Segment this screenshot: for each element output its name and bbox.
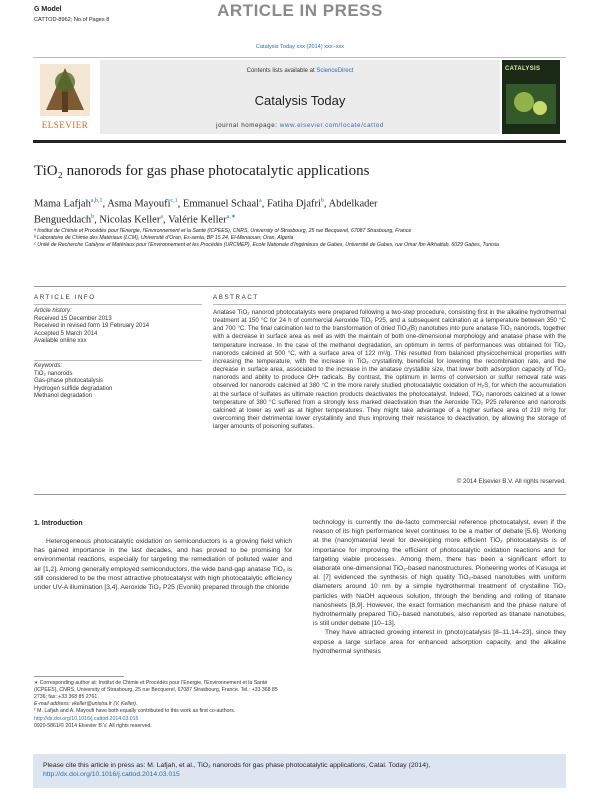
online-date: Available online xxx xyxy=(34,338,87,345)
keywords xyxy=(34,363,202,401)
author-name[interactable]: Asma Mayoufi xyxy=(107,198,171,210)
header-bar xyxy=(0,0,600,26)
author-affiliation-marker[interactable]: b xyxy=(91,213,95,220)
author-affiliation-marker[interactable]: a,∗ xyxy=(226,213,236,220)
equal-contribution-note: ¹ M. Lafjah and A. Mayoufi have both equally contributed to this work as first co-authors. xyxy=(34,708,236,714)
article-history xyxy=(34,308,202,346)
accepted-date: Accepted 5 March 2014 xyxy=(34,330,98,337)
abstract-text: Anatase TiO₂ nanorod photocatalysts were prepared following a two-step procedure, consisting first in the alkaline hydrothermal treatment at 150 °C for 24 h of commercial Aeroxide TiO₂ P25, and a subsequent calcination at a temperature between 350 °C and 700 °C. The final calcination led to the transformation of dried TiO₂(B) nanotubes into pure anatase TiO₂ nanorods, together with a decrease in surface area as well as with the maintain of both one-dimensional morphology and anatase phase with the temperature increase. In the case of the methanol degradation, an optimum in terms of performances was obtained for TiO₂ nanorods calcined at 500 °C, with a surface area of 122 m²/g. This resulted from balanced physicochemical properties with increasing the temperature, with the increase in TiO₂ crystallinity, beneficial for lowering the recombination rate, and the decrease in surface area, associated to the increase in the anatase crystallite size, that lower both adsorption capacity of TiO₂ nanorods and ability to produce OH• radicals. By contrast, the optimum in terms of conversion or sulfur removal rate was observed for nanorods calcined at 380 °C in the more rarely studied photocatalytic oxidation of H₂S, for which the accumulation at the surface of sulfates as ultimate reaction products deactivates the photocatalyst. Indeed, TiO₂ nanorods calcined at a lower temperature of 380 °C suffered from a strongly less marked deactivation than the Aeroxide TiO₂ P25 reference and nanorods calcined at lower as well as at higher temperatures. They might take advantage of a higher surface area of 219 m²/g for overcoming their detrimental lower crystallinity and thus improving their resistance to deactivation, by allowing the storage of larger amounts of poisoning sulfates. xyxy=(213,309,566,431)
author-name[interactable]: Emmanuel Schaal xyxy=(182,198,260,210)
corresponding-author-note: ∗ Corresponding author at: Institut de Chimie et Procédés pour l'Energie, l'Environnement et la Santé (ICPEES), CNRS, University of Strasbourg, 25 rue Becquerel, 67087 Strasbourg, France. Tel.: +33 368 85 2736; fax: +33 368 85 2761. xyxy=(34,680,278,700)
g-model-label: G Model xyxy=(34,6,62,13)
divider xyxy=(34,360,202,361)
author-name[interactable]: Mama Lafjah xyxy=(34,198,91,210)
journal-homepage xyxy=(100,122,500,129)
received-date: Received 15 December 2013 xyxy=(34,315,112,322)
paragraph: They have attracted growing interest in (photo)catalysis [8–11,14–23], since they expose a large surface area for enhanced adsorption capacity, and the alkaline hydrothermal synthesis xyxy=(313,629,566,655)
affiliation-b: ᵇ Laboratoire de Chimie des Matériaux (LCM), Université d'Oran, Es-senia, BP 15 24, El-Menaouer, Oran, Algeria xyxy=(34,235,294,241)
revised-date: Received in revised form 19 February 2014 xyxy=(34,323,150,330)
publisher-name: ELSEVIER xyxy=(41,120,89,130)
author-affiliation-marker[interactable]: a xyxy=(259,198,262,204)
contents-prefix: Contents lists available at xyxy=(246,68,317,74)
copyright: © 2014 Elsevier B.V. All rights reserved. xyxy=(456,478,566,485)
keyword: Methanol degradation xyxy=(34,393,93,400)
issn: 0920-5861/© 2014 Elsevier B.V. All rights reserved. xyxy=(34,723,152,729)
keyword: Gas-phase photocatalysis xyxy=(34,378,104,385)
author-name[interactable]: Bengueddach xyxy=(34,214,92,225)
history-label: Article history: xyxy=(34,308,72,314)
doi-block xyxy=(34,716,292,730)
cover-art xyxy=(502,78,560,134)
article-in-press-banner: ARTICLE IN PRESS xyxy=(217,1,383,20)
paragraph: technology is currently the de-facto commercial reference photocatalyst, even if the reason of its high performance level continues to be a matter of debate [5,6]. Working at the (nano)material level for developing more efficient TiO₂ photocatalysts is of importance for improving the efficient of photocatalytic oxidation reactions and for targeting viable processes. Among them, there has been a significant effort to elaborate one-dimensional TiO₂-based nanostructures. Pioneering works of Kasuga et al. [7] evidenced the synthesis of high quality TiO₂-based nanotubes with uniform diameters around 10 nm by a simple hydrothermal treatment of crystalline TiO₂ particles with NaOH aqueous solution, through the bending and rolling of titanate nanosheets [8,9]. However, the exact formation mechanism and the phase nature of hydrothermally prepared TiO₂-based nanotubes, also reported as titanate nanotubes, is still under debate [10–13]. xyxy=(313,519,566,628)
affiliation-c: ᶜ Unité de Recherche Catalyse et Matériaux pour l'Environnement et les Procédés (URCMEP), Ecole Nationale d'Ingénieurs de Gabes, Université de Gabes, rue Omar Ibn Alkhattab, 6029 Gabes, Tunisia xyxy=(34,242,499,248)
journal-title: Catalysis Today xyxy=(254,93,346,108)
section-heading: 1. Introduction xyxy=(34,520,83,527)
doi-link[interactable]: http://dx.doi.org/10.1016/j.cattod.2014.03.015 xyxy=(34,716,139,722)
author-affiliation-marker[interactable]: b xyxy=(320,198,324,204)
citation-box xyxy=(33,754,566,788)
abstract-heading: ABSTRACT xyxy=(213,294,259,301)
masthead-center xyxy=(100,60,500,134)
journal-reference-link[interactable]: Catalysis Today xxx (2014) xxx–xxx xyxy=(255,44,345,50)
author-affiliation-marker[interactable]: a,b,1 xyxy=(90,198,103,204)
sciencedirect-link[interactable]: ScienceDirect xyxy=(316,68,354,74)
divider xyxy=(34,494,566,495)
author-name[interactable]: Fatiha Djafri xyxy=(266,198,321,210)
keywords-label: Keywords: xyxy=(34,363,63,369)
citation-text xyxy=(43,761,558,779)
author-list: Mama Lafjah$^{a,b,1}$, Asma Mayoufi$^{c,1}$, Emmanuel Schaal$^a$, Fatiha Djafri$^b$, Abdelkader Bengueddach$^b$, Nicolas Keller$^a$, Valérie Keller$^{a,∗}$ xyxy=(34,198,378,225)
manuscript-id: CATTOD-8962; No.of Pages 8 xyxy=(34,17,110,23)
footnote-divider xyxy=(34,676,124,677)
article-info-heading: ARTICLE INFO xyxy=(34,294,96,301)
elsevier-logo xyxy=(34,60,96,134)
keyword: TiO₂ nanorods xyxy=(34,370,73,377)
affiliation-a: ᵃ Institut de Chimie et Procédés pour l'Energie, l'Environnement et la Santé (ICPEES), CNRS, University of Strasbourg, 25 rue Becquerel, 67087 Strasbourg, France xyxy=(34,228,412,234)
divider xyxy=(34,304,202,305)
contents-list xyxy=(100,68,500,74)
email-note[interactable]: E-mail address: vkeller@unistra.fr (V. Keller). xyxy=(34,701,138,707)
cover-title: CATALYSIS xyxy=(505,66,541,72)
author-name[interactable]: Valérie Keller xyxy=(168,214,227,225)
author-affiliation-marker[interactable]: a xyxy=(160,213,164,220)
author-name[interactable]: Abdelkader xyxy=(328,198,378,210)
citation-body: Please cite this article in press as: M. Lafjah, et al., TiO₂ nanorods for gas phase photocatalytic applications, Catal. Today (2014), xyxy=(43,762,431,769)
author-name[interactable]: Nicolas Keller xyxy=(99,214,161,225)
divider xyxy=(34,286,566,287)
citation-doi-link[interactable]: http://dx.doi.org/10.1016/j.cattod.2014.03.015 xyxy=(43,771,180,778)
article-title: TiO₂ nanorods for gas phase photocatalytic applications xyxy=(34,163,370,179)
divider xyxy=(213,304,566,305)
intro-column-2 xyxy=(313,518,566,656)
footnotes xyxy=(34,680,292,715)
intro-column-1: Heterogeneous photocatalytic oxidation on semiconductors is a growing field which has gained importance in the last decades, and has proved to be promising for environmental reactions, especially for targeting the remediation of polluted water and air [1,2]. Among generally employed semiconductors, the wide band-gap anatase TiO₂ is still considered to be the most attractive photocatalyst with high photocatalytic efficiency under UV-A illumination [3,4]. Aeroxide TiO₂ P25 (Evonik) prepared through the chloride xyxy=(34,538,292,592)
keyword: Hydrogen sulfide degradation xyxy=(34,385,113,392)
journal-cover xyxy=(502,60,560,134)
homepage-link[interactable]: www.elsevier.com/locate/cattod xyxy=(279,122,384,129)
author-affiliation-marker[interactable]: c,1 xyxy=(170,198,178,204)
homepage-prefix: journal homepage: xyxy=(216,122,280,129)
affiliations xyxy=(34,228,564,249)
